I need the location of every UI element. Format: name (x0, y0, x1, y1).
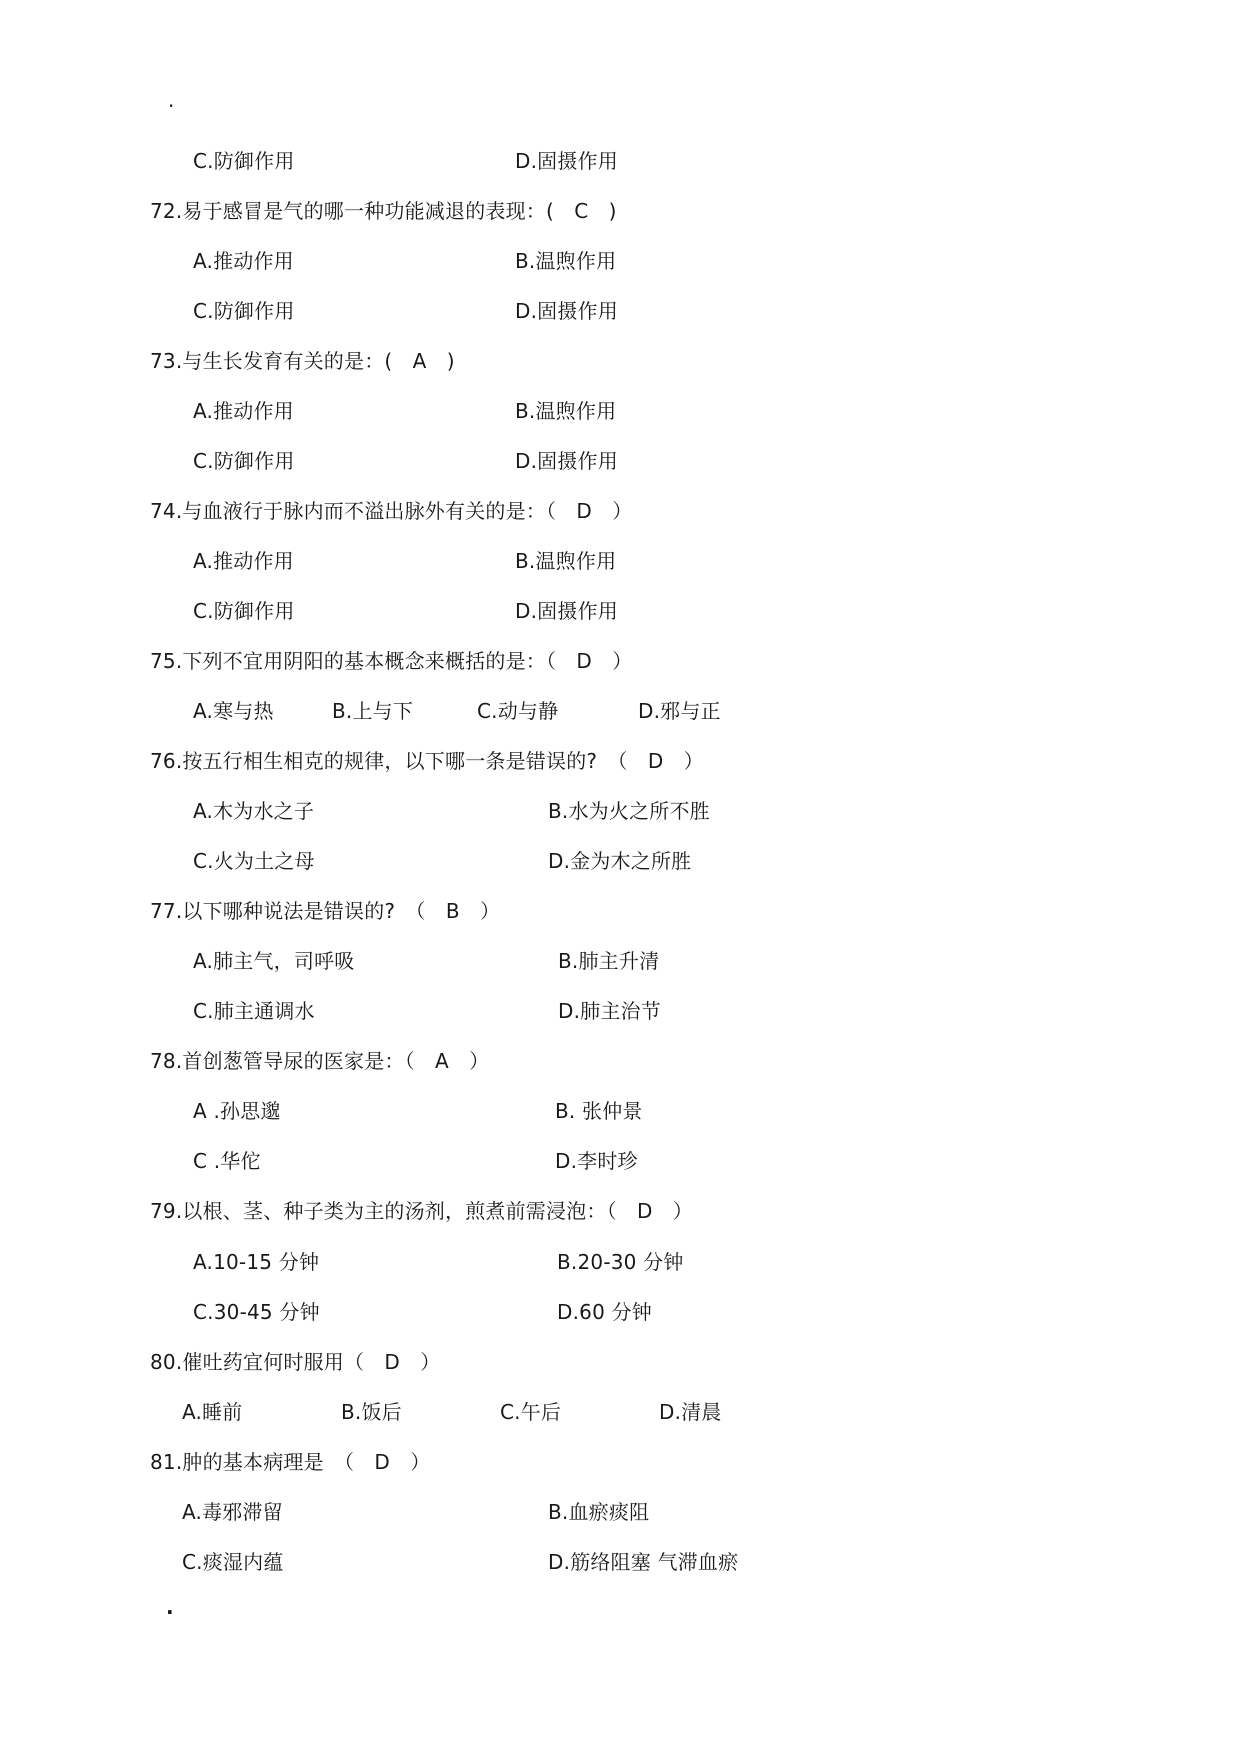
question-stem: 79.以根、茎、种子类为主的汤剂，煎煮前需浸泡：（ D ） (150, 1199, 694, 1223)
option-a: A.推动作用 (193, 399, 294, 423)
option-a: A.寒与热 (193, 699, 274, 723)
page-mark-top: · (168, 94, 175, 118)
question-stem: 80.催吐药宜何时服用（ D ） (150, 1350, 441, 1374)
option-a: A.木为水之子 (193, 799, 315, 823)
option-b: B.20-30 分钟 (557, 1250, 684, 1274)
option-b: B.血瘀痰阻 (548, 1500, 650, 1524)
option-a: A .孙思邈 (193, 1099, 281, 1123)
option-a: A.肺主气，司呼吸 (193, 949, 355, 973)
option-c: C.30-45 分钟 (193, 1300, 320, 1324)
option-b: B.饭后 (341, 1400, 402, 1424)
option-c: C.火为土之母 (193, 849, 315, 873)
question-stem: 72.易于感冒是气的哪一种功能减退的表现：( C ) (150, 199, 617, 223)
question-stem: 73.与生长发育有关的是：( A ) (150, 349, 455, 373)
option-c: C.防御作用 (193, 599, 295, 623)
option-d: D.固摄作用 (515, 299, 618, 323)
question-stem: 81.肿的基本病理是 （ D ） (150, 1450, 431, 1474)
option-c: C.防御作用 (193, 299, 295, 323)
option-a: A.毒邪滞留 (182, 1500, 283, 1524)
option-b: B.温煦作用 (515, 549, 617, 573)
option-c: C.痰湿内蕴 (182, 1550, 284, 1574)
option-b: B.水为火之所不胜 (548, 799, 710, 823)
question-stem: 74.与血液行于脉内而不溢出脉外有关的是：（ D ） (150, 499, 633, 523)
option-a: A.10-15 分钟 (193, 1250, 320, 1274)
option-d: D.清晨 (659, 1400, 722, 1424)
option-d: D.固摄作用 (515, 149, 618, 173)
option-b: B.肺主升清 (558, 949, 660, 973)
option-b: B.上与下 (332, 699, 414, 723)
page-mark-bottom: · (166, 1600, 174, 1624)
question-stem: 78.首创葱管导尿的医家是：（ A ） (150, 1049, 490, 1073)
option-a: A.睡前 (182, 1400, 243, 1424)
option-b: B.温煦作用 (515, 249, 617, 273)
option-b: B.温煦作用 (515, 399, 617, 423)
question-stem: 77.以下哪种说法是错误的? （ B ） (150, 899, 501, 923)
option-d: D.邪与正 (638, 699, 721, 723)
option-d: D.固摄作用 (515, 599, 618, 623)
question-stem: 76.按五行相生相克的规律，以下哪一条是错误的? （ D ） (150, 749, 704, 773)
option-a: A.推动作用 (193, 249, 294, 273)
option-c: C.肺主通调水 (193, 999, 315, 1023)
option-c: C.防御作用 (193, 449, 295, 473)
option-d: D.金为木之所胜 (548, 849, 692, 873)
option-c: C .华佗 (193, 1149, 261, 1173)
question-stem: 75.下列不宜用阴阳的基本概念来概括的是：（ D ） (150, 649, 633, 673)
option-a: A.推动作用 (193, 549, 294, 573)
option-c: C.午后 (500, 1400, 562, 1424)
option-d: D.肺主治节 (558, 999, 661, 1023)
option-d: D.固摄作用 (515, 449, 618, 473)
option-d: D.筋络阻塞 气滞血瘀 (548, 1550, 739, 1574)
option-b: B. 张仲景 (555, 1099, 643, 1123)
option-c: C.动与静 (477, 699, 559, 723)
option-d: D.李时珍 (555, 1149, 638, 1173)
option-c: C.防御作用 (193, 149, 295, 173)
option-d: D.60 分钟 (557, 1300, 652, 1324)
